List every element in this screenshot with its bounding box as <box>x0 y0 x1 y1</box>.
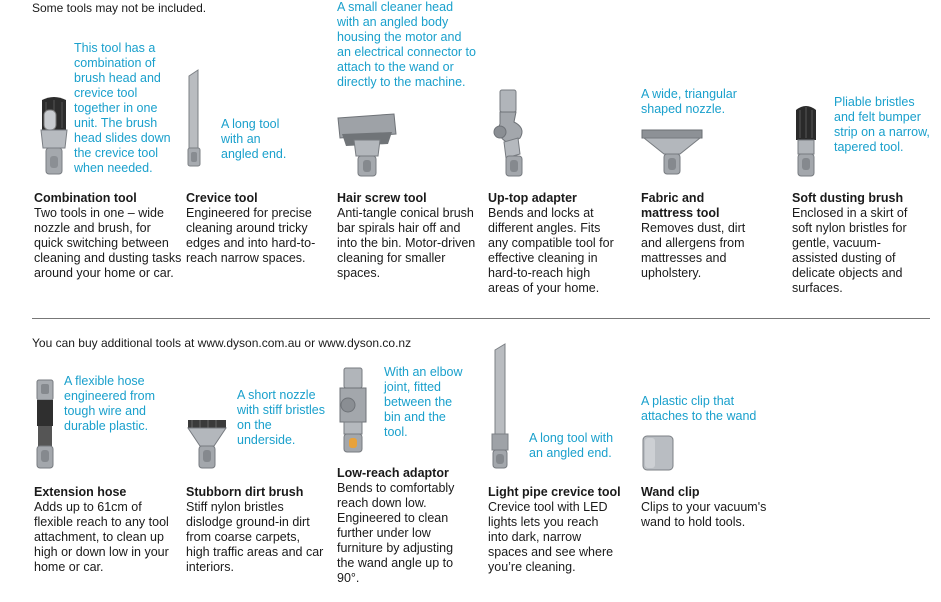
tool-note: A long tool with an angled end. <box>529 431 614 460</box>
tool-description: Bends and locks at different angles. Fits any compatible tool for effective cleaning in hard-to-reach high areas of your home. <box>488 206 614 295</box>
light-pipe-crevice-tool-icon <box>486 342 516 472</box>
tool-note: A short nozzle with stiff bristles on the underside. <box>237 388 325 447</box>
tool-title: Hair screw tool <box>337 191 427 205</box>
intro-text: Some tools may not be included. <box>32 1 207 15</box>
hair-screw-tool-icon <box>336 112 398 178</box>
tool-description: Engineered for precise cleaning around tricky edges and into hard-to-reach narrow spaces. <box>186 206 316 265</box>
section-divider <box>32 318 930 319</box>
tool-title: Crevice tool <box>186 191 258 205</box>
tool-title: Extension hose <box>34 485 127 499</box>
tool-title: Soft dusting brush <box>792 191 904 205</box>
tool-note: Pliable bristles and felt bumper strip on a narrow, tapered tool. <box>834 95 930 154</box>
tool-description: Enclosed in a skirt of soft nylon bristles for gentle, vacuum-assisted dusting of delicate objects and surfaces. <box>792 206 908 295</box>
extension-hose-icon <box>34 378 56 472</box>
tool-note: A wide, triangular shaped nozzle. <box>641 87 737 116</box>
tool-description: Stiff nylon bristles dislodge ground-in dirt from coarse carpets, high traffic areas and car interiors. <box>186 500 324 574</box>
crevice-tool-icon <box>184 68 204 178</box>
tool-title: Light pipe crevice tool <box>488 485 621 499</box>
tool-title: Stubborn dirt brush <box>186 485 304 499</box>
tool-title: Low-reach adaptor <box>337 466 449 480</box>
up-top-adapter-icon <box>486 88 530 180</box>
tool-note: A small cleaner head with an angled body housing the motor and an electrical connector to attach to the wand or directly to the machine. <box>337 0 476 89</box>
tool-note: With an elbow joint, fitted between the bin and the tool. <box>384 365 463 439</box>
stubborn-dirt-brush-icon <box>184 418 230 472</box>
combination-tool-icon <box>34 96 74 178</box>
tool-description: Bends to comfortably reach down low. Engineered to clean further under low furniture by adjusting the wand angle up to 90°. <box>337 481 455 585</box>
tool-note: This tool has a combination of brush head and crevice tool together in one unit. The brush head slides down the crevice tool when needed. <box>74 41 171 175</box>
tool-description: Crevice tool with LED lights lets you reach into dark, narrow spaces and see where you’re cleaning. <box>488 500 614 574</box>
tool-note: A long tool with an angled end. <box>221 117 287 161</box>
wand-clip-icon <box>641 434 675 472</box>
fabric-mattress-tool-icon <box>640 126 704 178</box>
low-reach-adaptor-icon <box>336 366 370 456</box>
tool-description: Adds up to 61cm of flexible reach to any tool attachment, to clean up high or down low in your home or car. <box>34 500 169 574</box>
tool-title: Up-top adapter <box>488 191 577 205</box>
tool-description: Removes dust, dirt and allergens from mattresses and upholstery. <box>641 221 746 280</box>
tool-description: Anti-tangle conical brush bar spirals hair off and into the bin. Motor-driven cleaning for smaller spaces. <box>337 206 476 280</box>
intro-text: You can buy additional tools at www.dyson.com.au or www.dyson.co.nz <box>32 336 412 350</box>
tool-description: Two tools in one – wide nozzle and brush, for quick switching between cleaning and dusting tasks around your home or car. <box>34 206 182 280</box>
tool-title: Fabric and mattress tool <box>641 191 720 220</box>
tool-note: A flexible hose engineered from tough wire and durable plastic. <box>64 374 156 433</box>
tool-description: Clips to your vacuum's wand to hold tools. <box>641 500 767 529</box>
tool-title: Combination tool <box>34 191 137 205</box>
tool-note: A plastic clip that attaches to the wand <box>641 394 757 423</box>
tool-title: Wand clip <box>641 485 700 499</box>
soft-dusting-brush-icon <box>791 104 821 180</box>
